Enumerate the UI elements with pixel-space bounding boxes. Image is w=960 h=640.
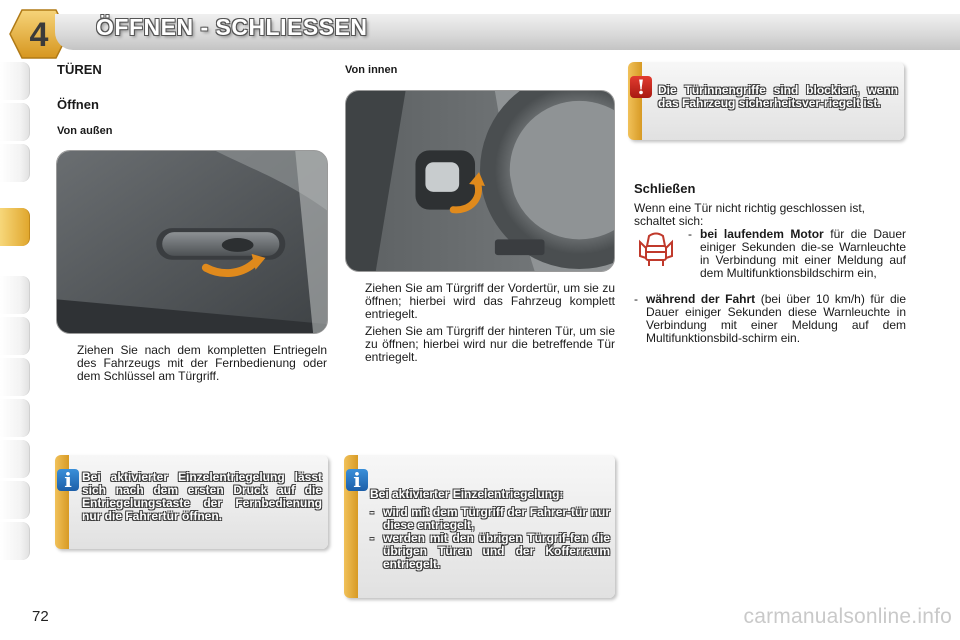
- info-icon: i: [346, 469, 368, 491]
- heading-schliessen: Schließen: [634, 181, 696, 196]
- item-text-fahrt: (bei über 10 km/h) für die Dauer einiger Sekunden diese Warnleuchte in Verbindung mit einer Meldung auf dem Multifunktionsbild-schirm ein.: [646, 292, 906, 345]
- info-left-text: Bei aktivierter Einzelentriegelung lässt sich nach dem ersten Druck auf die Entriegelungstaste der Fernbedienung nur die Fahrertür öffnen.: [82, 470, 322, 523]
- inside-bullet-rear-text: Ziehen Sie am Türgriff der hinteren Tür, um sie zu öffnen; hierbei wird nur die betreffende Tür entriegelt.: [365, 324, 615, 364]
- thumb-tab-4-active[interactable]: [0, 208, 30, 246]
- info-mid-title: Bei aktivierter Einzelentriegelung:: [370, 487, 564, 501]
- dash-marker: -: [634, 292, 638, 306]
- outside-bullet-text: Ziehen Sie nach dem kompletten Entriegeln des Fahrzeugs mit der Fernbedienung oder dem Schlüssel am Türgriff.: [77, 343, 327, 383]
- info-mid-item-2-text: werden mit den übrigen Türgrif-fen die übrigen Türen und der Kofferraum entriegelt.: [383, 531, 610, 571]
- thumb-tab-10[interactable]: [0, 481, 30, 519]
- thumb-tab-1[interactable]: [0, 62, 30, 100]
- info-mid-item-1-text: wird mit dem Türgriff der Fahrer-tür nur diese entriegelt,: [383, 505, 610, 532]
- thumb-tab-2[interactable]: [0, 103, 30, 141]
- dash-marker: -: [370, 531, 374, 545]
- outside-door-handle-photo: [56, 150, 328, 334]
- thumb-tab-11[interactable]: [0, 522, 30, 560]
- subsection-title-oeffnen: Öffnen: [57, 97, 99, 112]
- inside-door-handle-photo: [345, 90, 615, 272]
- inside-bullet-rear: [345, 325, 615, 364]
- schliessen-item-fahrt: [634, 293, 906, 345]
- item-bold-fahrt: während der Fahrt: [646, 292, 756, 306]
- info-mid-item-1: [370, 506, 610, 532]
- dash-marker: -: [688, 227, 692, 241]
- door-open-warning-icon: [636, 230, 676, 270]
- thumb-tab-9[interactable]: [0, 440, 30, 478]
- thumb-tab-5[interactable]: [0, 276, 30, 314]
- schliessen-intro: Wenn eine Tür nicht richtig geschlossen ist, schaltet sich:: [634, 201, 866, 228]
- warning-text: Die Türinnengriffe sind blockiert, wenn das Fahrzeug sicherheitsver-riegelt ist.: [658, 83, 898, 110]
- info-icon: i: [57, 469, 79, 491]
- page-title: ÖFFNEN - SCHLIESSEN: [96, 14, 368, 40]
- exclamation-icon: !: [630, 76, 652, 98]
- item-text-motor: für die Dauer einiger Sekunden die-se Warnleuchte in Verbindung mit einer Meldung auf dem Multifunktionsbildschirm ein,: [700, 227, 907, 280]
- dash-marker: -: [370, 505, 374, 519]
- heading-von-innen: Von innen: [345, 64, 398, 76]
- inside-bullet-front: [345, 282, 615, 321]
- heading-von-aussen: Von außen: [57, 125, 113, 137]
- info-mid-item-2: [370, 532, 610, 571]
- thumb-index: [0, 62, 34, 582]
- page-number: 72: [32, 608, 49, 625]
- thumb-tab-3[interactable]: [0, 144, 30, 182]
- thumb-tab-7[interactable]: [0, 358, 30, 396]
- watermark: carmanualsonline.info: [743, 605, 952, 628]
- item-bold-motor: bei laufendem Motor: [700, 227, 824, 241]
- thumb-tab-8[interactable]: [0, 399, 30, 437]
- box-stripe: [628, 62, 642, 140]
- thumb-tab-6[interactable]: [0, 317, 30, 355]
- chapter-number: 4: [29, 16, 49, 54]
- outside-bullet: [57, 344, 327, 383]
- schliessen-item-motor: [688, 228, 906, 280]
- section-title-tueren: TÜREN: [57, 62, 102, 77]
- inside-bullet-front-text: Ziehen Sie am Türgriff der Vordertür, um sie zu öffnen; hierbei wird das Fahrzeug komplett entriegelt.: [365, 281, 615, 321]
